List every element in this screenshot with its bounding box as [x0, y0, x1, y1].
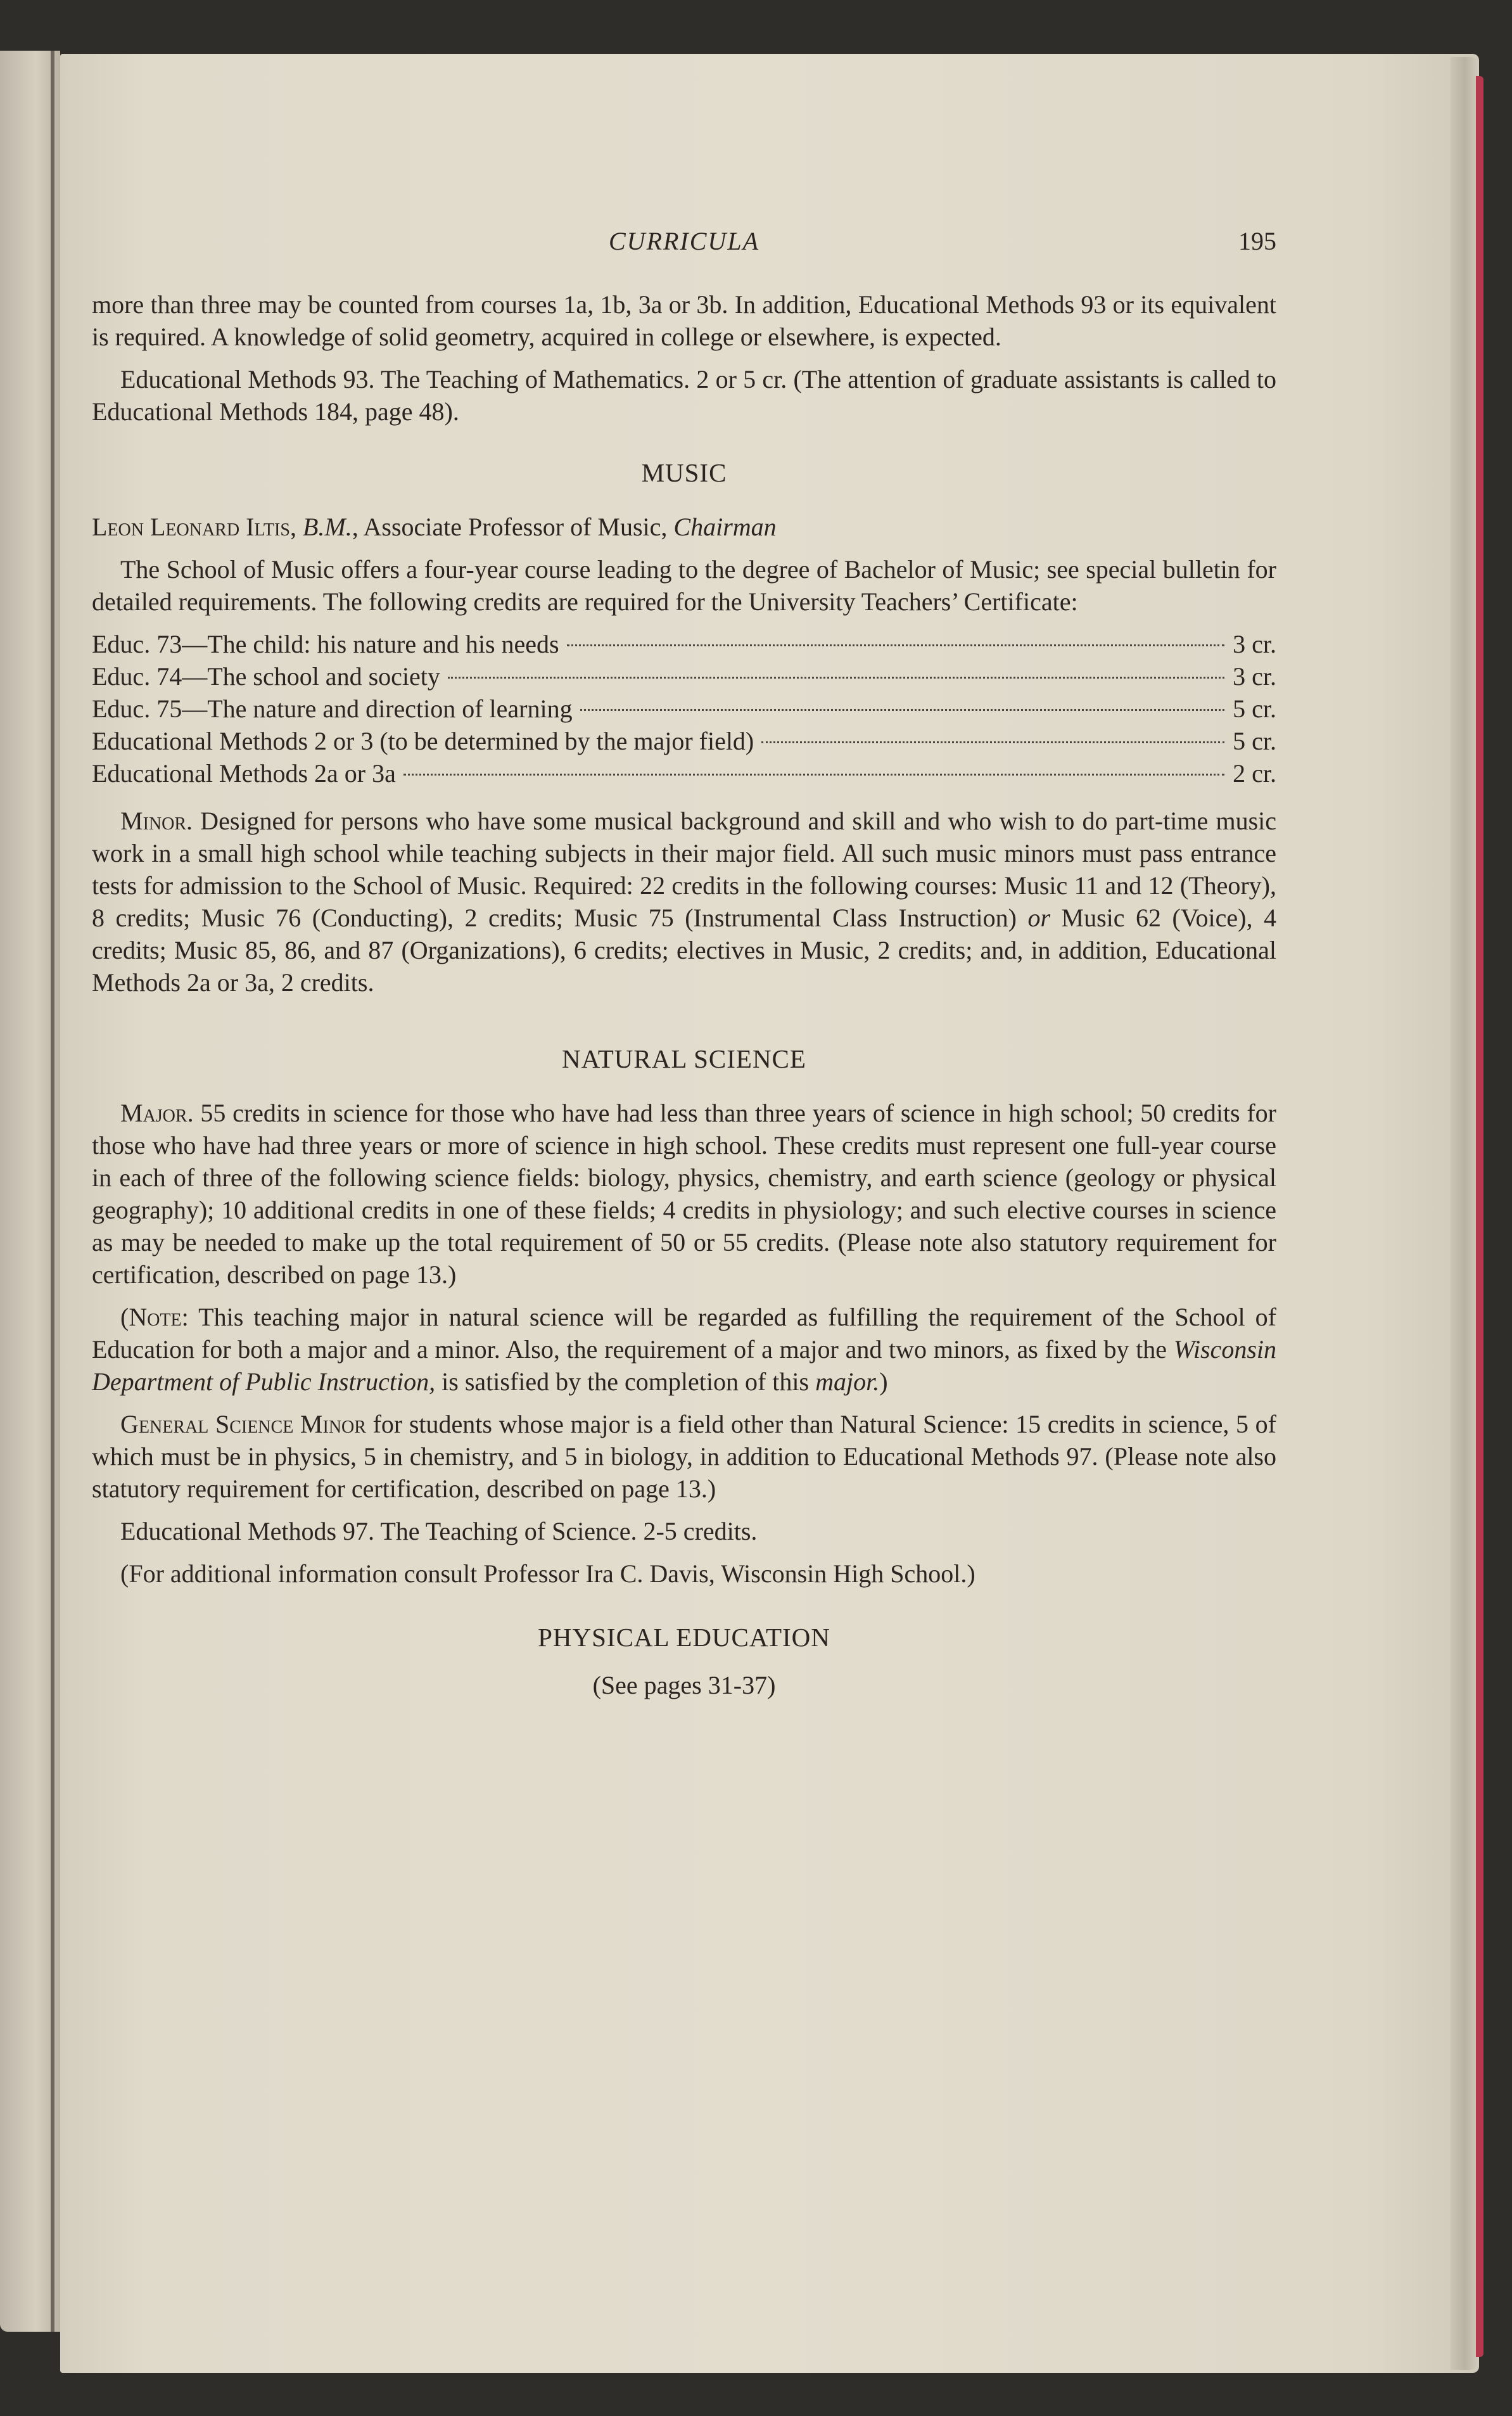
credit-row: [92, 660, 1276, 693]
natural-science-heading: NATURAL SCIENCE: [562, 1044, 806, 1073]
science-major-paragraph: [92, 1097, 1276, 1291]
chair-degree: B.M.: [302, 513, 352, 541]
page-header: [92, 225, 1276, 263]
note-label: Note: [129, 1303, 182, 1331]
note-open: (: [120, 1303, 129, 1331]
credit-course: Educational Methods 2a or 3a: [92, 759, 396, 788]
note-italic-1: Wisconsin Department of Public Instruction,: [92, 1335, 1276, 1396]
page-content: [92, 225, 1276, 1701]
chair-title: , Associate Professor of Music,: [352, 513, 674, 541]
credit-value: 3 cr.: [1233, 662, 1276, 691]
music-minor-paragraph: [92, 805, 1276, 999]
physical-education-heading: PHYSICAL EDUCATION: [538, 1623, 830, 1652]
chair-name: Leon Leonard Iltis: [92, 513, 290, 541]
science-methods-line: Educational Methods 97. The Teaching of Science. 2-5 credits.: [120, 1517, 758, 1545]
dot-leader: [761, 741, 1224, 743]
credit-value: 5 cr.: [1233, 694, 1276, 723]
dot-leader: [567, 644, 1224, 646]
credit-course: Educ. 74—The school and society: [92, 662, 440, 691]
note-text-b: is satisfied by the completion of this: [435, 1367, 816, 1396]
minor-text-a: Designed for persons who have some musical background and skill and who wish to do part-time music work in a small high school while teaching subjects in their major field. All such music minors must pass entrance tests for admission to the School of Music. Required: 22 credits in the following courses: Music 11 and 12 (Theory), 8 credits; Music 76 (Conducting), 2 credits; Music 75 (Instrumental Class Instruction): [92, 807, 1276, 932]
major-label: Major.: [120, 1099, 194, 1127]
chair-role: Chairman: [673, 513, 777, 541]
credit-value: 3 cr.: [1233, 630, 1276, 658]
red-book-edge: [1476, 76, 1483, 2357]
science-note-paragraph: [92, 1301, 1276, 1398]
running-title: CURRICULA: [609, 227, 759, 255]
credit-list: [92, 628, 1276, 789]
credit-course: Educ. 73—The child: his nature and his needs: [92, 630, 559, 658]
note-italic-2: major.: [815, 1367, 880, 1396]
credit-row: [92, 693, 1276, 725]
page-stack-edge: [1451, 57, 1479, 2370]
dot-leader: [580, 709, 1224, 711]
music-paragraph: The School of Music offers a four-year course leading to the degree of Bachelor of Music; see special bulletin for detailed requirements. The following credits are required for the University Teachers’ Certificate:: [92, 555, 1276, 616]
credit-course: Educ. 75—The nature and direction of learning: [92, 694, 573, 723]
gs-minor-text: for students whose major is a field other than Natural Science: 15 credits in science, 5 of which must be in physics, 5 in chemistry, and 5 in biology, in addition to Educational Methods 97. (Please note also statutory requirement for certification, described on page 13.): [92, 1410, 1277, 1503]
note-text-a: : This teaching major in natural science will be regarded as fulfilling the requirement of the School of Education for both a major and a minor. Also, the requirement of a major and two minors, as fixed by the: [92, 1303, 1276, 1364]
math-methods-paragraph: Educational Methods 93. The Teaching of Mathematics. 2 or 5 cr. (The attention of graduate assistants is called to Educational Methods 184, page 48).: [92, 365, 1276, 426]
science-contact-line: (For additional information consult Professor Ira C. Davis, Wisconsin High School.): [120, 1559, 975, 1588]
minor-text-b: Music 62 (Voice), 4 credits; Music 85, 86, and 87 (Organizations), 6 credits; electives in Music, 2 credits; and, in addition, Educational Methods 2a or 3a, 2 credits.: [92, 904, 1276, 997]
credit-course: Educational Methods 2 or 3 (to be determined by the major field): [92, 727, 754, 755]
page-number: 195: [1238, 227, 1276, 255]
credit-row: [92, 725, 1276, 757]
credit-row: [92, 628, 1276, 660]
music-chair-line: Leon Leonard Iltis, B.M., Associate Professor of Music, Chairman: [92, 513, 777, 541]
credit-value: 5 cr.: [1233, 727, 1276, 755]
general-science-minor-paragraph: [92, 1408, 1276, 1505]
page-gutter: [51, 51, 54, 2332]
see-pages-note: (See pages 31-37): [592, 1671, 776, 1699]
major-text: 55 credits in science for those who have had less than three years of science in high school; 50 credits for those who have had three years or more of science in high school. These credits must represent one full-year course in each of three of the following science fields: biology, physics, chemistry, and earth science (geology or physical geography); 10 additional credits in one of these fields; 4 credits in physiology; and such elective courses in science as may be needed to make up the total requirement of 50 or 55 credits. (Please note also statutory requirement for certification, described on page 13.): [92, 1099, 1276, 1289]
minor-or: or: [1027, 904, 1051, 932]
music-heading: MUSIC: [641, 458, 727, 487]
gs-minor-label: General Science Minor: [120, 1410, 366, 1438]
dot-leader: [403, 774, 1224, 776]
dot-leader: [448, 677, 1224, 679]
credit-value: 2 cr.: [1233, 759, 1276, 788]
intro-paragraph: more than three may be counted from courses 1a, 1b, 3a or 3b. In addition, Educational Methods 93 or its equivalent is required. A knowledge of solid geometry, acquired in college or elsewhere, is expected.: [92, 290, 1276, 351]
credit-row: [92, 757, 1276, 789]
minor-label: Minor.: [120, 807, 193, 835]
note-close: ): [879, 1367, 888, 1396]
